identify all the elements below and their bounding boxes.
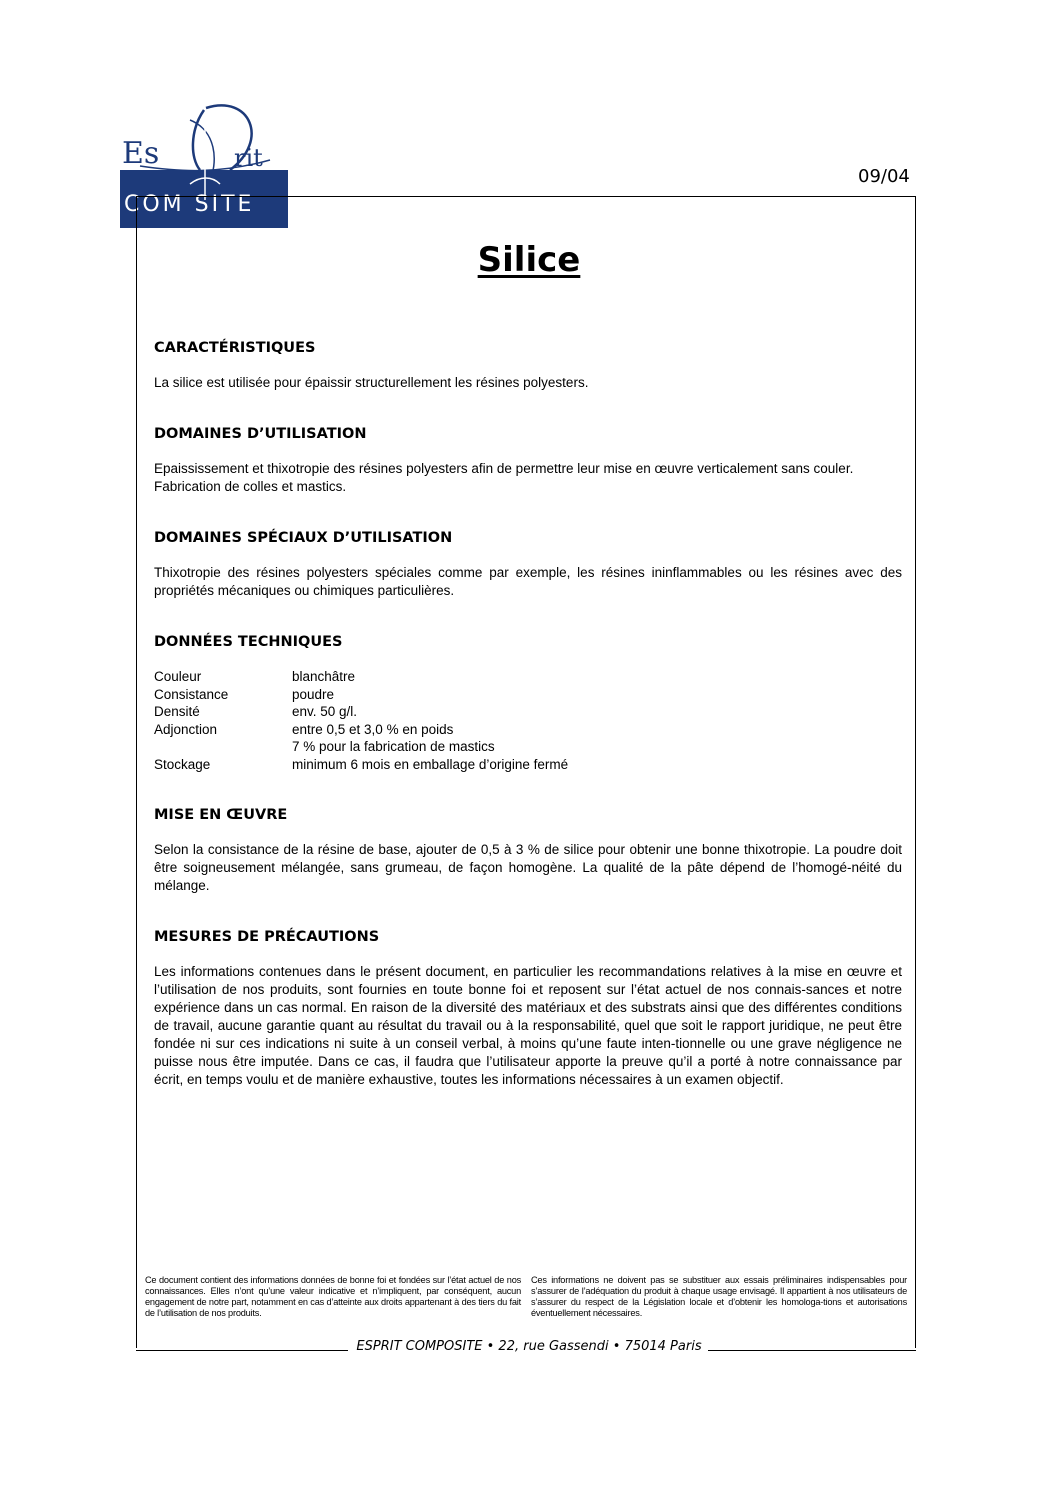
section-text: Selon la consistance de la résine de base, ajouter de 0,5 à 3 % de silice pour obtenir une bonne thixotropie. La poudre doit être soigneusement mélangée, sans grumeau, de façon homogène. La qualité de la pâte dépend de l’homogé-néité du mélange. [154, 842, 902, 893]
section-heading: DOMAINES SPÉCIAUX D’UTILISATION [154, 530, 453, 546]
logo-text-es: Es [122, 136, 160, 171]
main-content [154, 340, 902, 1123]
table-row [154, 721, 568, 739]
section-heading: CARACTÉRISTIQUES [154, 340, 316, 356]
disclaimer-left: Ce document contient des informations données de bonne foi et fondées sur l’état actuel de nos connaissances. Elles n’ont qu’une valeur indicative et n’impliquent, par conséquent, aucun engagement de notre part, notamment en cas d’atteinte aux droits appartenant à des tiers du fait de l’utilisation de nos produits. [145, 1275, 521, 1318]
table-key: Densité [154, 704, 200, 719]
table-row [154, 703, 568, 721]
table-value: blanchâtre [292, 669, 356, 684]
footer-disclaimer [145, 1275, 907, 1319]
section-precautions [154, 929, 902, 1089]
section-donnees-techniques [154, 634, 902, 773]
title-text: Silice [477, 240, 581, 280]
section-heading: MISE EN ŒUVRE [154, 807, 288, 823]
tech-data-table [154, 668, 568, 773]
table-key [154, 738, 292, 756]
section-caracteristiques [154, 340, 902, 392]
section-domaines-speciaux [154, 530, 902, 600]
page-title [0, 240, 1058, 280]
section-text: La silice est utilisée pour épaissir structurellement les résines polyesters. [154, 375, 589, 390]
table-row [154, 756, 568, 774]
section-domaines [154, 426, 902, 496]
section-mise-en-oeuvre [154, 807, 902, 895]
table-value: 7 % pour la fabrication de mastics [292, 739, 495, 754]
table-row [154, 686, 568, 704]
table-key: Adjonction [154, 721, 218, 737]
table-value: poudre [292, 686, 335, 702]
table-key: Stockage [154, 756, 211, 772]
section-heading: DOMAINES D’UTILISATION [154, 426, 367, 442]
table-row [154, 668, 568, 686]
footer-address [0, 1339, 1058, 1354]
logo-text-rit: rit [234, 144, 263, 172]
section-text: Les informations contenues dans le présent document, en particulier les recommandations relatives à la mise en œuvre et l’utilisation de nos produits, sont fournies en toute bonne foi et reposent sur l’état actuel de nos connais-sances et notre expérience dans un cas normal. En raison de la diversité des matériaux et des substrats ainsi que des différentes conditions de travail, aucune garantie quant au résultat du travail ou à la responsabilité, quel que soit le rapport juridique, ne peut être fondée ni sur ces indications ni suite à un conseil verbal, à moins qu’une faute inten-tionnelle ou une grave négligence ne puisse nous être imputée. Dans ce cas, il faudra que l’utilisateur apporte la preuve qu’il a porté à notre connaissance par écrit, en temps voulu et de manière exhaustive, toutes les informations nécessaires à un examen objectif. [154, 964, 902, 1087]
section-text-line2: Fabrication de colles et mastics. [154, 479, 347, 494]
table-value: entre 0,5 et 3,0 % en poids [292, 721, 454, 737]
table-value: env. 50 g/l. [292, 704, 358, 719]
table-value: minimum 6 mois en emballage d’origine fermé [292, 756, 569, 772]
address-text: ESPRIT COMPOSITE • 22, rue Gassendi • 75014 Paris [350, 1339, 707, 1354]
document-date: 09/04 [858, 166, 910, 187]
disclaimer-right: Ces informations ne doivent pas se substituer aux essais préliminaires indispensables pour s’assurer de l’adéquation du produit à chaque usage envisagé. Il appartient à nos utilisateurs de s’assurer du respect de la Législation locale et d’obtenir les homologa-tions et autorisations éventuellement nécessaires. [531, 1275, 907, 1318]
section-heading: DONNÉES TECHNIQUES [154, 634, 343, 650]
section-text: Thixotropie des résines polyesters spéciales comme par exemple, les résines ininflammables ou les résines avec des propriétés mécaniques ou chimiques particulières. [154, 565, 902, 598]
section-text-line1: Epaississement et thixotropie des résines polyesters afin de permettre leur mise en œuvre verticalement sans couler. [154, 461, 854, 476]
table-row [154, 738, 568, 756]
section-heading: MESURES DE PRÉCAUTIONS [154, 929, 380, 945]
logo-text-composite: COM SITE [124, 192, 255, 217]
table-key: Couleur [154, 669, 202, 684]
table-key: Consistance [154, 686, 229, 702]
